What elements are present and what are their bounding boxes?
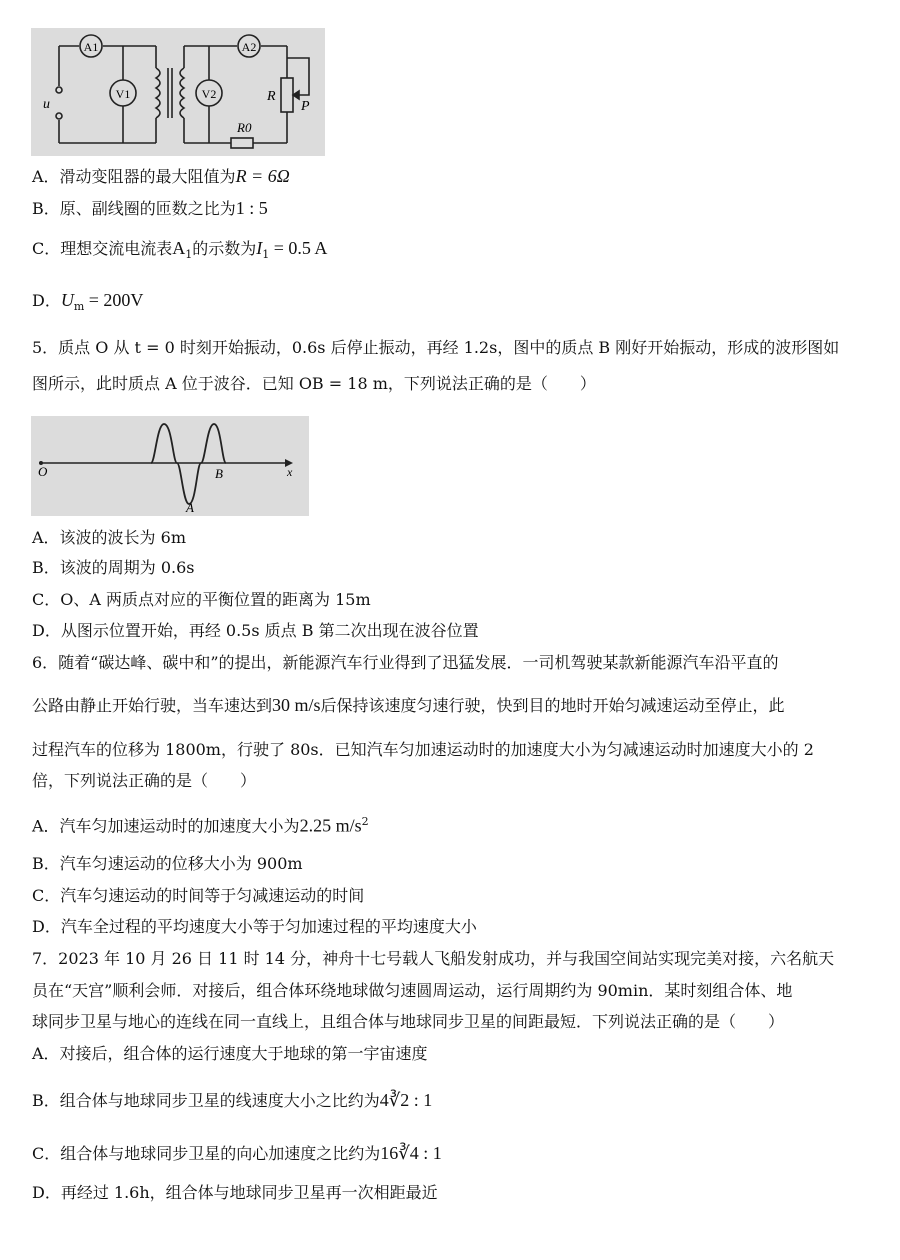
- q7-stem-line3: 球同步卫星与地心的连线在同一直线上，且组合体与地球同步卫星的间距最短．下列说法正确的是（ ）: [32, 1012, 785, 1031]
- q5-option-a: A．该波的波长为 6m: [32, 528, 186, 547]
- q6-stem-line2: 公路由静止开始行驶，当车速达到30 m/s后保持该速度匀速行驶，快到目的地时开始匀减速运动至停止，此: [32, 695, 785, 715]
- q6-stem-line1: 6．随着“碳达峰、碳中和”的提出，新能源汽车行业得到了迅猛发展．一司机驾驶某款新能源汽车沿平直的: [32, 653, 779, 672]
- voltmeter-v2-label: V2: [201, 87, 217, 101]
- q7-option-b: B．组合体与地球同步卫星的线速度大小之比约为4∛2 : 1: [32, 1090, 433, 1110]
- q4-option-a: A．滑动变阻器的最大阻值为R = 6Ω: [32, 166, 290, 186]
- q7-option-a: A．对接后，组合体的运行速度大于地球的第一宇宙速度: [32, 1044, 428, 1063]
- point-a-label: A: [186, 500, 194, 515]
- transformer-circuit-figure: [31, 28, 325, 156]
- q7-option-c: C．组合体与地球同步卫星的向心加速度之比约为16∛4 : 1: [32, 1143, 442, 1163]
- wave-figure: [31, 416, 309, 516]
- q7-stem-line1: 7．2023 年 10 月 26 日 11 时 14 分，神舟十七号载人飞船发射成功，并与我国空间站实现完美对接，六名航天: [32, 949, 835, 968]
- q5-stem-line2: 图所示，此时质点 A 位于波谷．已知 OB = 18 m，下列说法正确的是（ ）: [32, 374, 596, 393]
- slider-p-label: P: [301, 99, 310, 114]
- point-b-label: B: [215, 466, 223, 481]
- q5-stem-line1: 5．质点 O 从 t = 0 时刻开始振动，0.6s 后停止振动，再经 1.2s，图中的质点 B 刚好开始振动，形成的波形图如: [32, 338, 840, 357]
- q6-option-c: C．汽车匀速运动的时间等于匀减速运动的时间: [32, 886, 365, 905]
- rheostat-r-label: R: [267, 89, 276, 104]
- q4-option-b: B．原、副线圈的匝数之比为1 : 5: [32, 198, 268, 218]
- q4-option-d: D．$U_m = 200V$: [32, 290, 144, 314]
- resistor-r0-label: R0: [237, 120, 252, 135]
- ammeter-a1-label: A1: [83, 40, 99, 54]
- wave-diagram: [31, 416, 309, 516]
- x-axis-label: x: [287, 465, 293, 479]
- q5-option-d: D．从图示位置开始，再经 0.5s 质点 B 第二次出现在波谷位置: [32, 621, 479, 640]
- q6-stem-line3: 过程汽车的位移为 1800m，行驶了 80s．已知汽车匀加速运动时的加速度大小为匀减速运动时加速度大小的 2: [32, 740, 814, 759]
- q6-option-a: A．汽车匀加速运动时的加速度大小为2.25 $m/s^2$: [32, 815, 369, 836]
- q5-option-c: C．O、A 两质点对应的平衡位置的距离为 15m: [32, 590, 371, 609]
- q4-option-c: C．理想交流电流表$A_1$的示数为$I_1 = 0.5$ A: [32, 238, 328, 262]
- ammeter-a2-label: A2: [241, 40, 257, 54]
- q6-stem-line4: 倍，下列说法正确的是（ ）: [32, 771, 257, 790]
- q5-option-b: B．该波的周期为 0.6s: [32, 558, 195, 577]
- q7-option-d: D．再经过 1.6h，组合体与地球同步卫星再一次相距最近: [32, 1183, 438, 1202]
- voltmeter-v1-label: V1: [115, 87, 131, 101]
- point-o-label: O: [38, 464, 48, 479]
- source-u-label: u: [43, 97, 50, 112]
- circuit-diagram: [31, 28, 325, 156]
- q6-option-b: B．汽车匀速运动的位移大小为 900m: [32, 854, 303, 873]
- q7-stem-line2: 员在“天宫”顺利会师．对接后，组合体环绕地球做匀速圆周运动，运行周期约为 90min．某时刻组合体、地: [32, 981, 793, 1000]
- q6-option-d: D．汽车全过程的平均速度大小等于匀加速过程的平均速度大小: [32, 917, 477, 936]
